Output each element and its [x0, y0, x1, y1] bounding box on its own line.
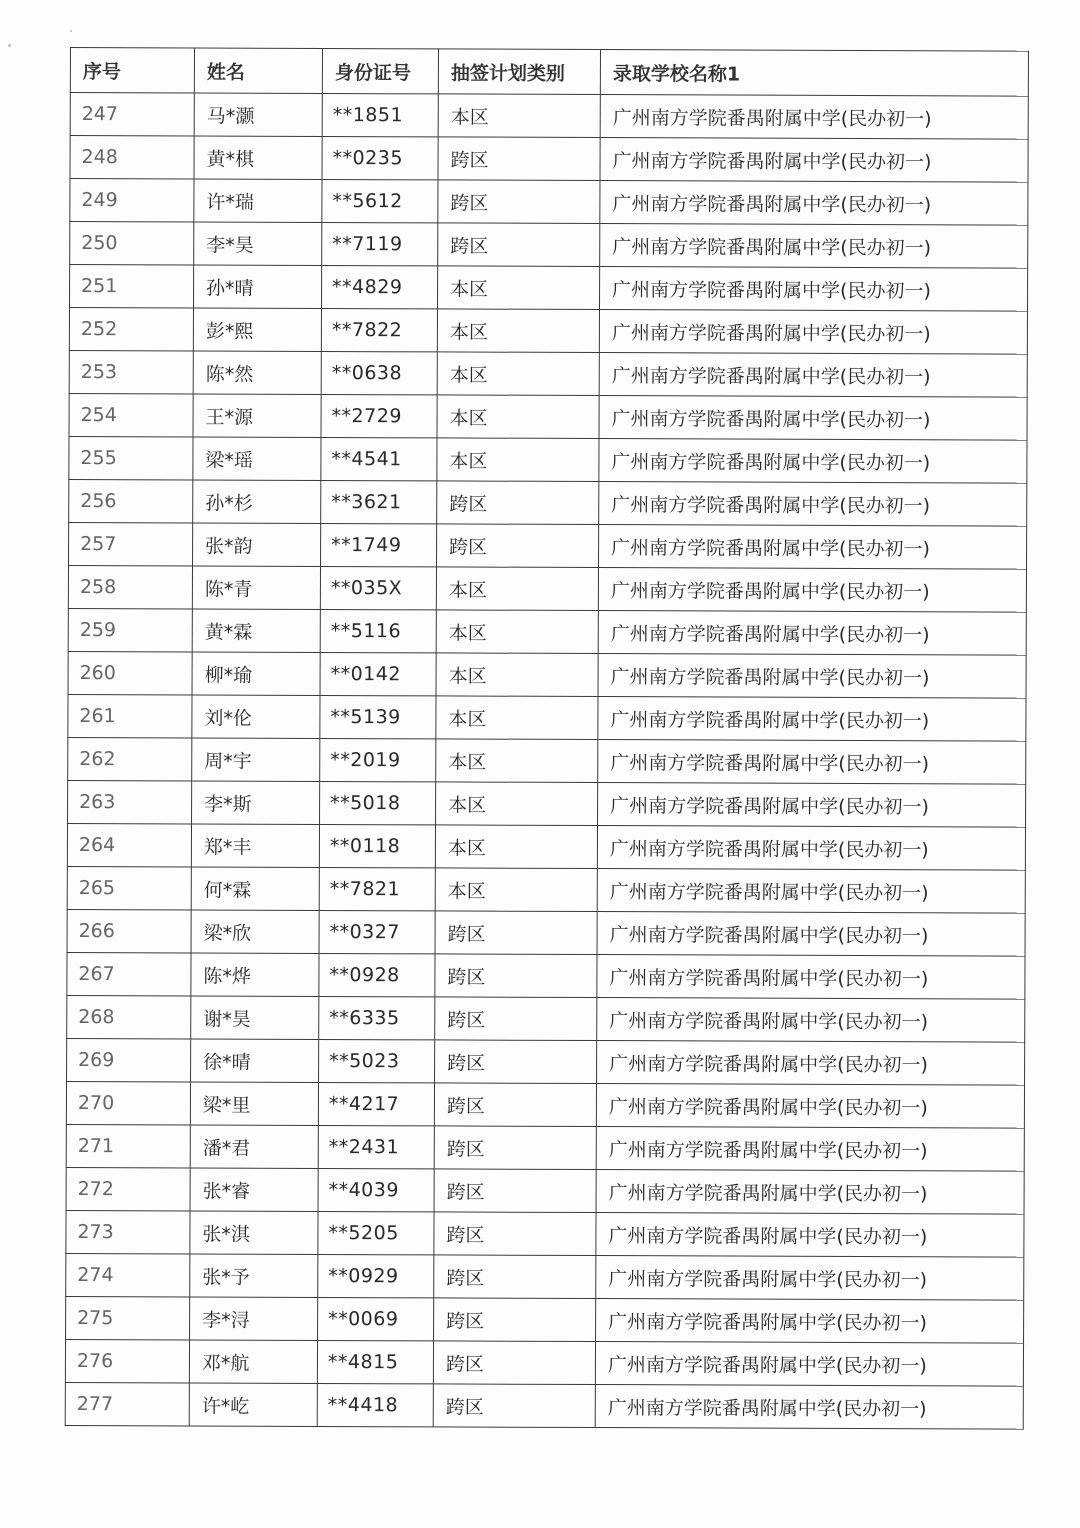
table-row [67, 1038, 1025, 1085]
cell-id-number: **0235 [322, 136, 438, 179]
cell-serial-number: 270 [66, 1081, 190, 1124]
cell-serial-number: 271 [66, 1124, 190, 1167]
cell-student-name: 陈*然 [193, 351, 321, 394]
cell-student-name: 柳*瑜 [192, 652, 320, 695]
cell-plan-type: 本区 [437, 309, 599, 353]
cell-plan-type: 跨区 [434, 1255, 596, 1299]
cell-school-name: 广州南方学院番禺附属中学(民办初一) [597, 869, 1025, 914]
table-row [66, 1167, 1024, 1214]
cell-student-name: 马*灏 [194, 93, 322, 136]
cell-school-name: 广州南方学院番禺附属中学(民办初一) [599, 439, 1027, 484]
cell-school-name: 广州南方学院番禺附属中学(民办初一) [596, 1084, 1024, 1129]
cell-plan-type: 跨区 [433, 1384, 595, 1428]
cell-id-number: **1851 [322, 93, 438, 136]
scan-speck [70, 30, 72, 32]
cell-school-name: 广州南方学院番禺附属中学(民办初一) [597, 826, 1025, 871]
cell-id-number: **5205 [318, 1211, 434, 1254]
table-row [69, 308, 1027, 355]
cell-school-name: 广州南方学院番禺附属中学(民办初一) [596, 1170, 1024, 1215]
cell-id-number: **5116 [320, 609, 436, 652]
cell-serial-number: 251 [69, 265, 193, 308]
cell-school-name: 广州南方学院番禺附属中学(民办初一) [599, 396, 1027, 441]
cell-id-number: **0118 [319, 824, 435, 867]
cell-serial-number: 256 [69, 479, 193, 522]
cell-id-number: **0638 [321, 351, 437, 394]
cell-serial-number: 273 [66, 1210, 190, 1253]
cell-school-name: 广州南方学院番禺附属中学(民办初一) [595, 1342, 1023, 1387]
cell-school-name: 广州南方学院番禺附属中学(民办初一) [597, 955, 1025, 1000]
table-row [70, 179, 1028, 226]
table-row [68, 737, 1026, 784]
cell-student-name: 黄*霖 [192, 609, 320, 652]
table-row [66, 1296, 1024, 1343]
cell-serial-number: 277 [65, 1382, 189, 1425]
cell-school-name: 广州南方学院番禺附属中学(民办初一) [598, 783, 1026, 828]
cell-serial-number: 252 [69, 308, 193, 351]
cell-school-name: 广州南方学院番禺附属中学(民办初一) [600, 138, 1028, 183]
cell-plan-type: 跨区 [438, 137, 600, 181]
cell-student-name: 许*屹 [189, 1383, 317, 1426]
cell-id-number: **4039 [318, 1168, 434, 1211]
cell-id-number: **2431 [318, 1125, 434, 1168]
header-school-name: 录取学校名称1 [600, 50, 1028, 97]
cell-id-number: **6335 [319, 996, 435, 1039]
cell-serial-number: 258 [68, 565, 192, 608]
cell-id-number: **035X [320, 566, 436, 609]
cell-school-name: 广州南方学院番禺附属中学(民办初一) [599, 267, 1027, 312]
cell-serial-number: 259 [68, 608, 192, 651]
cell-plan-type: 跨区 [434, 1083, 596, 1127]
cell-serial-number: 257 [69, 522, 193, 565]
cell-student-name: 李*斯 [192, 781, 320, 824]
table-row [67, 909, 1025, 956]
cell-student-name: 许*瑞 [194, 179, 322, 222]
cell-id-number: **7822 [321, 308, 437, 351]
table-row [68, 780, 1026, 827]
cell-id-number: **5023 [319, 1039, 435, 1082]
cell-student-name: 梁*欣 [191, 910, 319, 953]
cell-school-name: 广州南方学院番禺附属中学(民办初一) [596, 1256, 1024, 1301]
cell-serial-number: 249 [70, 179, 194, 222]
cell-school-name: 广州南方学院番禺附属中学(民办初一) [600, 95, 1028, 140]
cell-id-number: **4815 [317, 1340, 433, 1383]
cell-school-name: 广州南方学院番禺附属中学(民办初一) [598, 568, 1026, 613]
header-serial-number: 序号 [70, 48, 194, 93]
cell-id-number: **2019 [320, 738, 436, 781]
cell-serial-number: 269 [67, 1038, 191, 1081]
cell-school-name: 广州南方学院番禺附属中学(民办初一) [599, 525, 1027, 570]
table-row [66, 1210, 1024, 1257]
header-name: 姓名 [194, 48, 322, 93]
cell-student-name: 谢*昊 [191, 996, 319, 1039]
table-row [68, 651, 1026, 698]
cell-plan-type: 本区 [438, 94, 600, 138]
table-row [69, 265, 1027, 312]
cell-plan-type: 跨区 [435, 1040, 597, 1084]
cell-serial-number: 253 [69, 350, 193, 393]
table-row [66, 1124, 1024, 1171]
cell-id-number: **5018 [320, 781, 436, 824]
cell-student-name: 黄*棋 [194, 136, 322, 179]
cell-plan-type: 本区 [436, 567, 598, 611]
cell-student-name: 梁*里 [190, 1082, 318, 1125]
cell-plan-type: 本区 [436, 739, 598, 783]
cell-serial-number: 263 [68, 780, 192, 823]
cell-student-name: 李*浔 [190, 1297, 318, 1340]
header-lottery-plan-type: 抽签计划类别 [438, 49, 600, 95]
cell-plan-type: 本区 [435, 825, 597, 869]
table-row [66, 1081, 1024, 1128]
cell-serial-number: 254 [69, 393, 193, 436]
scan-speck [8, 44, 11, 47]
cell-student-name: 张*予 [190, 1254, 318, 1297]
cell-plan-type: 跨区 [437, 524, 599, 568]
cell-student-name: 李*昊 [194, 222, 322, 265]
cell-plan-type: 跨区 [434, 1126, 596, 1170]
cell-student-name: 彭*熙 [193, 308, 321, 351]
cell-school-name: 广州南方学院番禺附属中学(民办初一) [599, 310, 1027, 355]
cell-plan-type: 本区 [437, 395, 599, 439]
table-row [70, 136, 1028, 183]
cell-plan-type: 本区 [437, 352, 599, 396]
cell-student-name: 孙*杉 [193, 480, 321, 523]
table-row [67, 952, 1025, 999]
cell-student-name: 何*霖 [191, 867, 319, 910]
cell-plan-type: 跨区 [438, 223, 600, 267]
cell-plan-type: 跨区 [434, 1298, 596, 1342]
cell-id-number: **7119 [322, 222, 438, 265]
cell-student-name: 张*睿 [190, 1168, 318, 1211]
cell-plan-type: 跨区 [437, 481, 599, 525]
cell-plan-type: 跨区 [435, 911, 597, 955]
table-row [69, 393, 1027, 440]
cell-serial-number: 250 [70, 222, 194, 265]
cell-serial-number: 260 [68, 651, 192, 694]
cell-serial-number: 275 [66, 1296, 190, 1339]
cell-id-number: **0929 [318, 1254, 434, 1297]
cell-student-name: 周*宇 [192, 738, 320, 781]
cell-plan-type: 本区 [436, 696, 598, 740]
table-row [69, 436, 1027, 483]
table-row [68, 565, 1026, 612]
cell-serial-number: 247 [70, 93, 194, 136]
cell-student-name: 陈*青 [192, 566, 320, 609]
cell-student-name: 陈*烨 [191, 953, 319, 996]
cell-plan-type: 本区 [436, 782, 598, 826]
cell-plan-type: 本区 [437, 266, 599, 310]
table-row [69, 522, 1027, 569]
cell-student-name: 梁*瑶 [193, 437, 321, 480]
table-row [67, 866, 1025, 913]
cell-id-number: **4541 [321, 437, 437, 480]
cell-id-number: **5139 [320, 695, 436, 738]
table-row [69, 350, 1027, 397]
cell-serial-number: 262 [68, 737, 192, 780]
cell-plan-type: 跨区 [433, 1341, 595, 1385]
table-header-row [70, 48, 1028, 97]
cell-student-name: 徐*晴 [191, 1039, 319, 1082]
cell-serial-number: 264 [67, 823, 191, 866]
cell-student-name: 张*韵 [193, 523, 321, 566]
cell-id-number: **4418 [317, 1383, 433, 1426]
cell-plan-type: 跨区 [434, 1212, 596, 1256]
table-row [65, 1339, 1023, 1386]
cell-student-name: 邓*航 [189, 1340, 317, 1383]
cell-school-name: 广州南方学院番禺附属中学(民办初一) [598, 740, 1026, 785]
cell-id-number: **0069 [318, 1297, 434, 1340]
cell-school-name: 广州南方学院番禺附属中学(民办初一) [596, 1213, 1024, 1258]
cell-serial-number: 265 [67, 866, 191, 909]
cell-student-name: 王*源 [193, 394, 321, 437]
cell-id-number: **0928 [319, 953, 435, 996]
cell-school-name: 广州南方学院番禺附属中学(民办初一) [598, 611, 1026, 656]
cell-serial-number: 266 [67, 909, 191, 952]
cell-school-name: 广州南方学院番禺附属中学(民办初一) [599, 482, 1027, 527]
cell-school-name: 广州南方学院番禺附属中学(民办初一) [596, 1299, 1024, 1344]
cell-plan-type: 本区 [436, 610, 598, 654]
cell-school-name: 广州南方学院番禺附属中学(民办初一) [598, 697, 1026, 742]
table-row [68, 608, 1026, 655]
cell-school-name: 广州南方学院番禺附属中学(民办初一) [595, 1385, 1023, 1430]
table-body [65, 93, 1028, 1430]
cell-school-name: 广州南方学院番禺附属中学(民办初一) [597, 1041, 1025, 1086]
cell-student-name: 刘*伦 [192, 695, 320, 738]
cell-school-name: 广州南方学院番禺附属中学(民办初一) [597, 998, 1025, 1043]
cell-plan-type: 本区 [437, 438, 599, 482]
cell-school-name: 广州南方学院番禺附属中学(民办初一) [600, 181, 1028, 226]
table-row [67, 995, 1025, 1042]
cell-id-number: **0327 [319, 910, 435, 953]
cell-id-number: **0142 [320, 652, 436, 695]
table-row [70, 222, 1028, 269]
cell-id-number: **1749 [321, 523, 437, 566]
cell-serial-number: 267 [67, 952, 191, 995]
cell-plan-type: 跨区 [435, 954, 597, 998]
cell-student-name: 郑*丰 [191, 824, 319, 867]
cell-id-number: **5612 [322, 179, 438, 222]
cell-serial-number: 272 [66, 1167, 190, 1210]
cell-school-name: 广州南方学院番禺附属中学(民办初一) [596, 1127, 1024, 1172]
cell-school-name: 广州南方学院番禺附属中学(民办初一) [599, 353, 1027, 398]
cell-serial-number: 268 [67, 995, 191, 1038]
cell-student-name: 张*淇 [190, 1211, 318, 1254]
table-row [67, 823, 1025, 870]
cell-serial-number: 261 [68, 694, 192, 737]
cell-student-name: 潘*君 [190, 1125, 318, 1168]
cell-serial-number: 274 [66, 1253, 190, 1296]
cell-plan-type: 跨区 [438, 180, 600, 224]
cell-id-number: **4217 [318, 1082, 434, 1125]
cell-school-name: 广州南方学院番禺附属中学(民办初一) [597, 912, 1025, 957]
cell-id-number: **7821 [319, 867, 435, 910]
cell-school-name: 广州南方学院番禺附属中学(民办初一) [600, 224, 1028, 269]
cell-plan-type: 本区 [436, 653, 598, 697]
cell-school-name: 广州南方学院番禺附属中学(民办初一) [598, 654, 1026, 699]
header-id-number: 身份证号 [322, 48, 438, 93]
table-row [65, 1382, 1023, 1429]
cell-student-name: 孙*晴 [193, 265, 321, 308]
admission-roster-table [65, 47, 1029, 1430]
table-row [68, 694, 1026, 741]
cell-id-number: **4829 [321, 265, 437, 308]
cell-id-number: **2729 [321, 394, 437, 437]
table-row [70, 93, 1028, 140]
cell-plan-type: 跨区 [434, 1169, 596, 1213]
cell-serial-number: 248 [70, 136, 194, 179]
cell-serial-number: 276 [65, 1339, 189, 1382]
cell-id-number: **3621 [321, 480, 437, 523]
table-row [66, 1253, 1024, 1300]
cell-plan-type: 跨区 [435, 997, 597, 1041]
table-row [69, 479, 1027, 526]
cell-serial-number: 255 [69, 436, 193, 479]
cell-plan-type: 本区 [435, 868, 597, 912]
